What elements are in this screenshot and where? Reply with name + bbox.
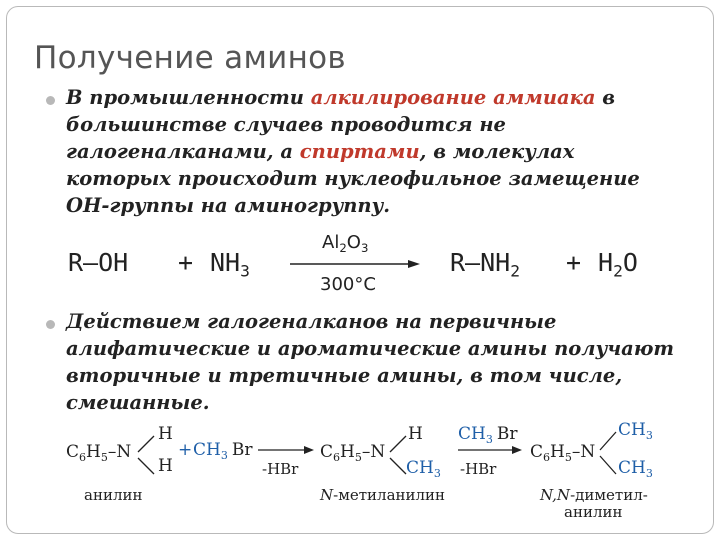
eq1-plus-1: +: [178, 248, 194, 277]
eq2-reagent-ch3br: $CH_3$ Br: [193, 440, 253, 462]
eq2-label-aniline: анилин: [84, 486, 143, 504]
eq1-arrow: [290, 257, 422, 271]
eq2-label-dimethylaniline-2: анилин: [564, 503, 623, 521]
bullet-dot: [46, 96, 55, 105]
eq2-label-dimethylaniline-1: N,N-диметил-: [540, 486, 648, 504]
eq1-product-rnh2: $R-NH_2$: [450, 248, 521, 281]
eq2-methylaniline-ch3: $CH_3$: [406, 458, 441, 480]
eq2-dimethylaniline-ch3-bottom: $CH_3$: [618, 458, 653, 480]
bullet-2-text: Действием галогеналканов на первичные алифатические и ароматические амины получают вторичные и третичные амины, в том числе, смешанные.: [66, 310, 674, 414]
eq2-dimethylaniline-ch3-top: $CH_3$: [618, 420, 653, 442]
bullet-1-post: , в молекулах которых происходит нуклеофильное замещение ОН-группы на аминогруппу.: [66, 140, 640, 217]
eq2-plus: +: [178, 440, 193, 460]
slide-title: Получение аминов: [34, 40, 346, 76]
eq2-aniline-formula: $C_6H_5-N$: [66, 442, 132, 464]
bullet-1-text: [66, 84, 686, 219]
eq2-methylaniline-h: H: [408, 424, 423, 444]
eq1-reactant-nh3: $NH_3$: [210, 248, 250, 281]
eq2-methylaniline-formula: $C_6H_5-N$: [320, 442, 386, 464]
eq2-reagent-ch3br-2: $CH_3$ Br: [458, 424, 518, 446]
eq1-plus-2: +: [566, 248, 582, 277]
bullet-1-highlight-2: спиртами: [299, 140, 420, 163]
eq2-dimethylaniline-formula: $C_6H_5-N$: [530, 442, 596, 464]
eq2-byproduct-hbr-2: -HBr: [460, 460, 497, 478]
eq2-aniline-h-bottom: H: [158, 456, 173, 476]
eq1-reactant-roh: R–OH: [68, 248, 129, 277]
bullet-1-mid: в большинстве случаев проводится не галогеналканами, а: [66, 86, 616, 163]
eq2-label-methylaniline: N-метиланилин: [320, 486, 446, 504]
eq1-catalyst: $Al_2O_3$: [322, 232, 369, 256]
eq1-product-water: $H_2O$: [598, 248, 638, 281]
eq2-aniline-h-top: H: [158, 424, 173, 444]
eq1-temperature: 300°C: [320, 274, 376, 295]
eq2-dimethylaniline-bonds: [598, 428, 620, 480]
eq2-aniline-bonds: [136, 430, 158, 480]
eq2-arrow-2: [458, 444, 524, 456]
bullet-1-highlight-1: алкилирование аммиака: [310, 86, 596, 109]
bullet-1-pre: В промышленности: [66, 86, 311, 109]
eq2-byproduct-hbr-1: -HBr: [262, 460, 299, 478]
bullet-dot: [46, 320, 55, 329]
eq2-arrow-1: [258, 444, 316, 456]
